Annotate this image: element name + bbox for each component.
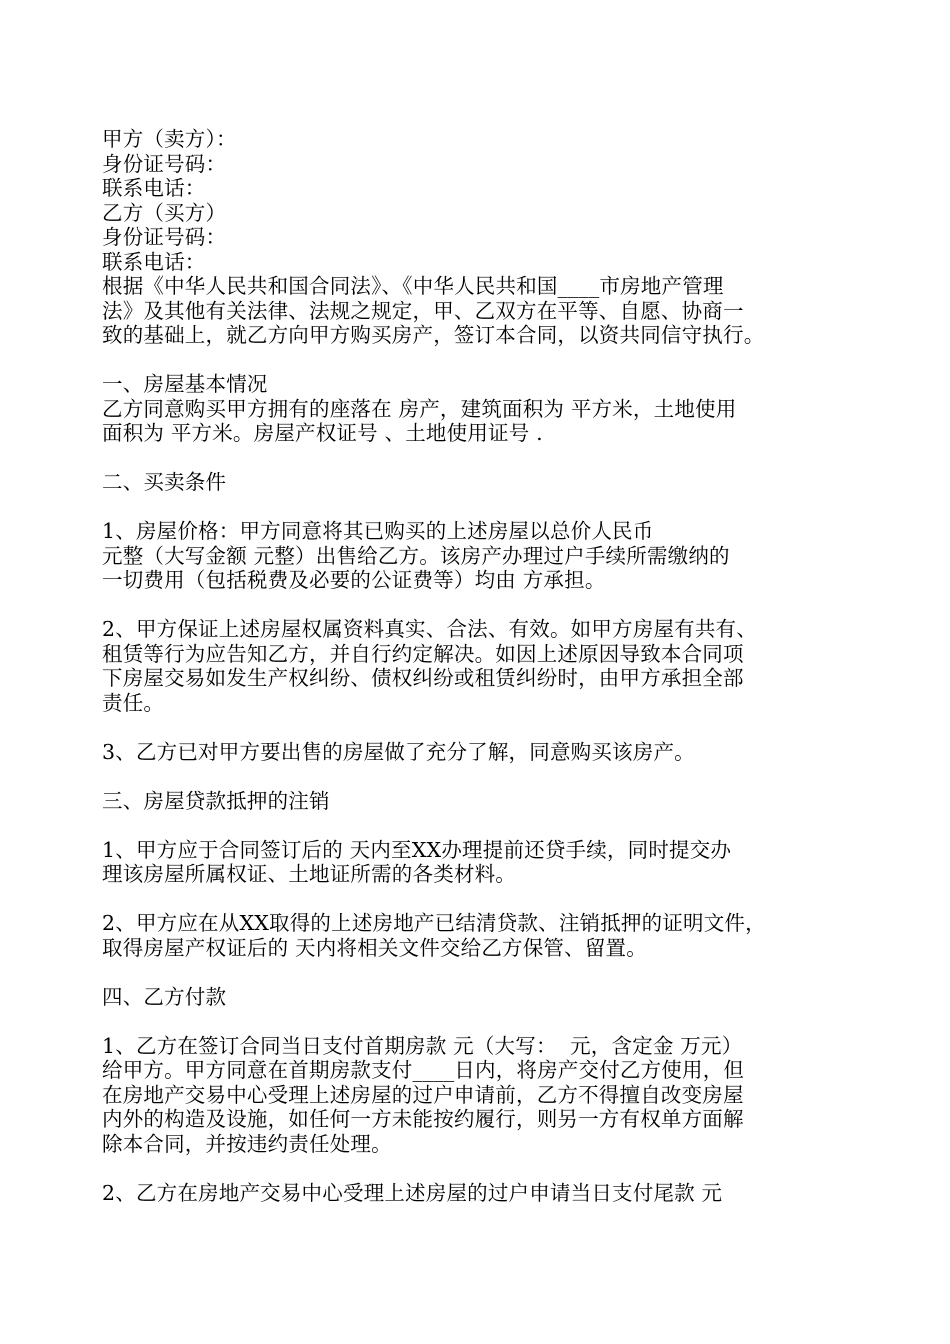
section4-item1-line: 在房地产交易中心受理上述房屋的过户申请前，乙方不得擅自改变房屋 <box>102 1082 744 1107</box>
section2-item2-line: 下房屋交易如发生产权纠纷、债权纠纷或租赁纠纷时，由甲方承担全部 <box>102 666 744 690</box>
section3-item1-line: 理该房屋所属权证、土地证所需的各类材料。 <box>102 862 516 886</box>
section2-item2-line: 2、甲方保证上述房屋权属资料真实、合法、有效。如甲方房屋有共有、 <box>102 617 757 641</box>
section4-item1-line: 1、乙方在签订合同当日支付首期房款 元（大写： 元，含定金 万元） <box>102 1033 743 1058</box>
contract-page <box>102 127 872 1205</box>
seller-label: 甲方（卖方）： <box>102 127 237 151</box>
section3-item1-line: 1、甲方应于合同签订后的 天内至XX办理提前还贷手续，同时提交办 <box>102 837 732 862</box>
preamble-line: 致的基础上，就乙方向甲方购买房产，签订本合同，以资共同信守执行。 <box>102 323 765 347</box>
section2-item1-line: 一切费用（包括税费及必要的公证费等）均由 方承担。 <box>102 568 606 592</box>
preamble-line: 法》及其他有关法律、法规之规定，甲、乙双方在平等、自愿、协商一 <box>102 298 744 323</box>
section3-item2-line: 2、甲方应在从XX取得的上述房地产已结清贷款、注销抵押的证明文件， <box>102 911 766 935</box>
section4-item1-line: 给甲方。甲方同意在首期房款支付____日内，将房产交付乙方使用，但 <box>102 1058 745 1082</box>
section-heading-mortgage: 三、房屋贷款抵押的注销 <box>102 788 330 813</box>
section-heading-payment: 四、乙方付款 <box>102 984 227 1009</box>
preamble-line: 根据《中华人民共和国合同法》、《中华人民共和国____市房地产管理 <box>102 274 724 298</box>
section2-item2-line: 租赁等行为应告知乙方，并自行约定解决。如因上述原因导致本合同项 <box>102 641 744 666</box>
section4-item2-line: 2、乙方在房地产交易中心受理上述房屋的过户申请当日支付尾款 元 <box>102 1180 723 1205</box>
section4-item1-line: 内外的构造及设施，如任何一方未能按约履行，则另一方有权单方面解 <box>102 1107 744 1131</box>
seller-phone-label: 联系电话： <box>102 176 206 200</box>
buyer-phone-label: 联系电话： <box>102 249 206 274</box>
buyer-label: 乙方（买方） <box>102 200 227 225</box>
section1-line: 面积为 平方米。房屋产权证号 、土地使用证号 . <box>102 421 543 445</box>
section2-item1-line: 元整（大写金额 元整）出售给乙方。该房产办理过户手续所需缴纳的 <box>102 543 730 568</box>
section2-item2-line: 责任。 <box>102 690 165 715</box>
buyer-id-label: 身份证号码： <box>102 225 227 249</box>
section1-line: 乙方同意购买甲方拥有的座落在 房产，建筑面积为 平方米，土地使用 <box>102 396 737 421</box>
section2-item1-line: 1、房屋价格：甲方同意将其已购买的上述房屋以总价人民币 <box>102 519 654 543</box>
section-heading-conditions: 二、买卖条件 <box>102 470 227 494</box>
section2-item3-line: 3、乙方已对甲方要出售的房屋做了充分了解，同意购买该房产。 <box>102 739 695 764</box>
section3-item2-line: 取得房屋产权证后的 天内将相关文件交给乙方保管、留置。 <box>102 935 647 960</box>
section4-item1-line: 除本合同，并按违约责任处理。 <box>102 1131 392 1156</box>
seller-id-label: 身份证号码： <box>102 151 227 176</box>
section-heading-basic-info: 一、房屋基本情况 <box>102 372 268 396</box>
